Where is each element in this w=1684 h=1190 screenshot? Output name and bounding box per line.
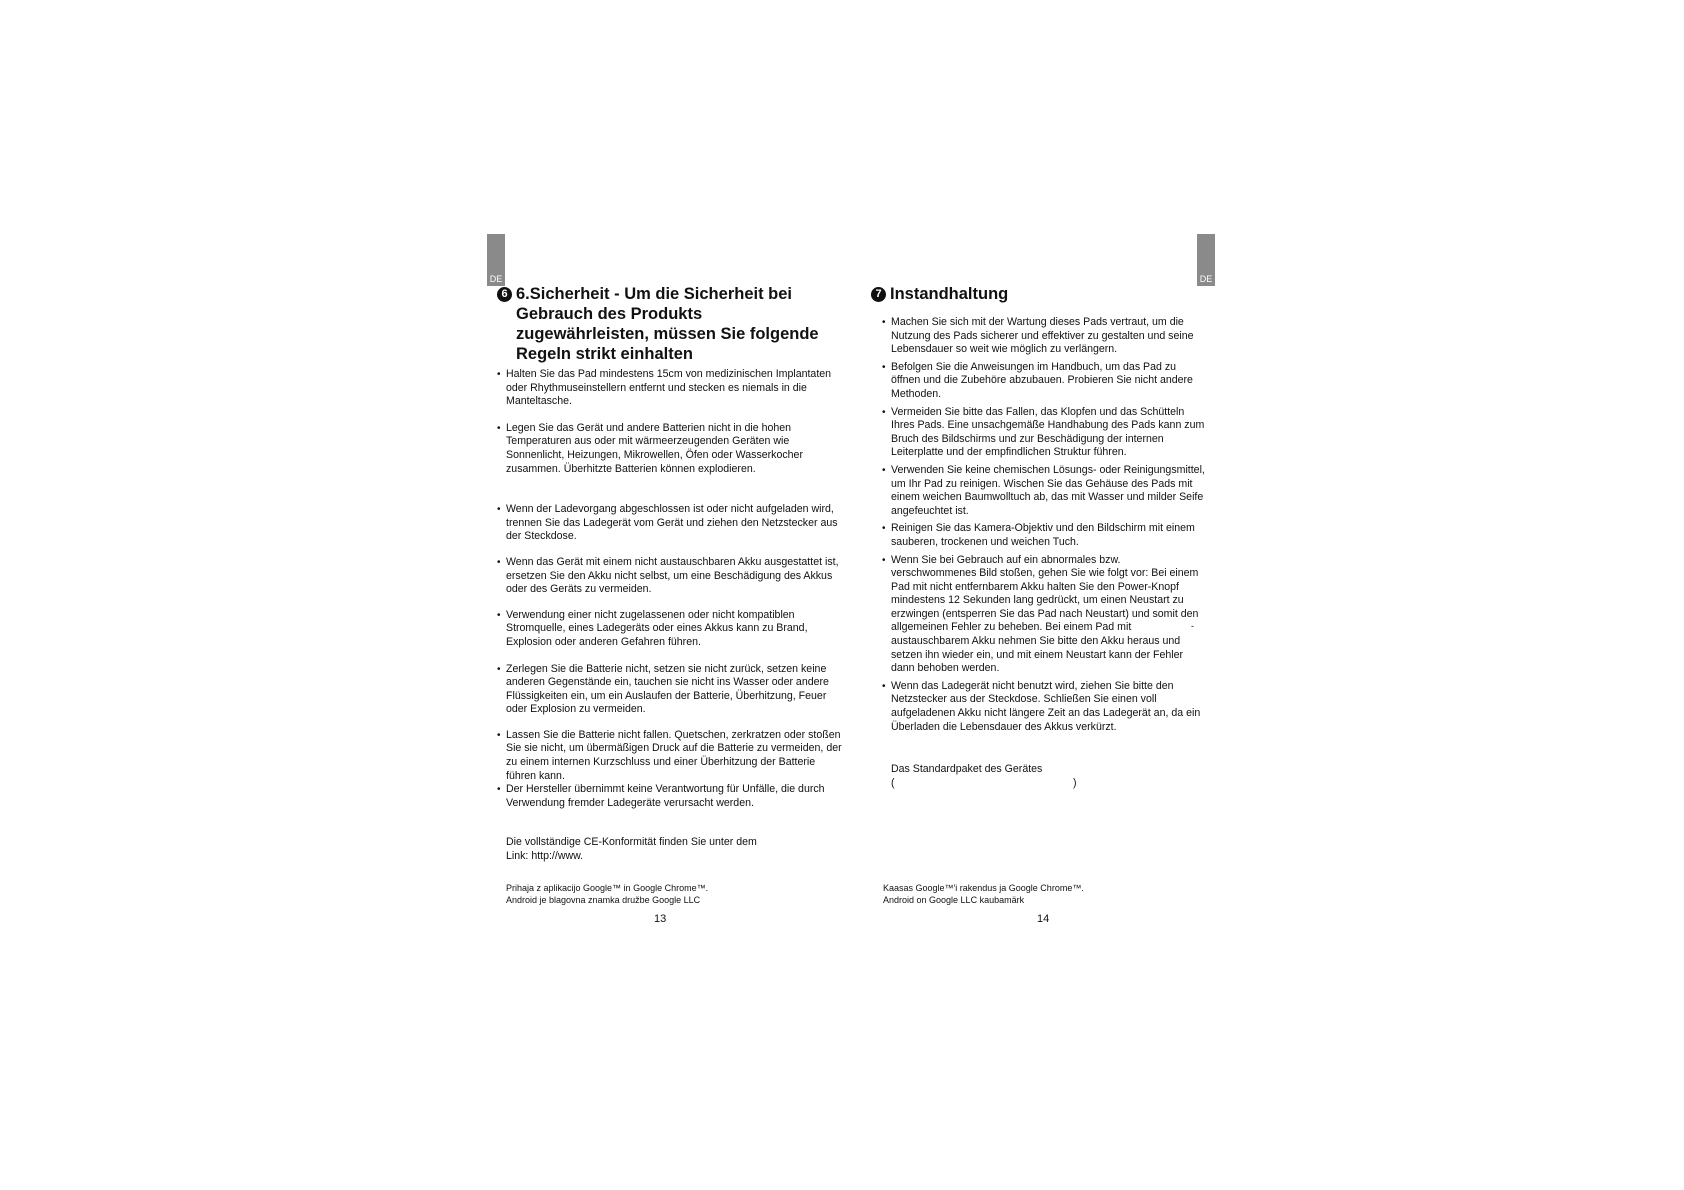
- list-item-text: Legen Sie das Gerät und andere Batterien nicht in die hohen Temperaturen aus oder mit wärmeerzeugenden Geräten wie Sonnenlicht, Heizungen, Mikrowellen, Öfen oder Wasserkocher zusammen. Überhitzte Batterien können explodieren.: [506, 421, 803, 475]
- bullet-icon: •: [497, 609, 501, 621]
- list-item-text: Halten Sie das Pad mindestens 15cm von medizinischen Implantaten oder Rhythmuseinstellern entfernt und stecken es niemals in die Manteltasche.: [506, 368, 832, 408]
- list-item: [882, 464, 1208, 518]
- page-14: [872, 284, 1208, 905]
- list-item: [497, 503, 842, 544]
- bullet-icon: •: [882, 361, 886, 373]
- list-item: [497, 729, 842, 783]
- safety-list: [497, 368, 842, 810]
- language-tab-right: [1197, 234, 1215, 286]
- page-number-right: 14: [1037, 913, 1050, 925]
- language-tab-label: DE: [489, 274, 503, 284]
- stray-dash-mark: -: [1191, 621, 1194, 631]
- trademark-note: [883, 882, 1084, 906]
- ce-conformity-note: [506, 836, 836, 863]
- section-number-badge: 6: [497, 287, 512, 302]
- list-item-text: Reinigen Sie das Kamera-Objektiv und den Bildschirm mit einem sauberen, trockenen und weichen Tuch.: [891, 522, 1195, 548]
- standard-package-label: Das Standardpaket des Gerätes: [891, 763, 1043, 775]
- list-item-text: Machen Sie sich mit der Wartung dieses Pads vertraut, um die Nutzung des Pads sicherer und effektiver zu gestalten und seine Lebensdauer so weit wie möglich zu verlängern.: [891, 316, 1194, 356]
- maintenance-list: [882, 316, 1208, 738]
- list-item-text: Der Hersteller übernimmt keine Verantwortung für Unfälle, die durch Verwendung fremder Ladegeräte verursacht werden.: [506, 783, 825, 809]
- language-tab-label: DE: [1199, 274, 1213, 284]
- trademark-line: Android on Google LLC kaubamärk: [883, 895, 1025, 905]
- page-number-left: 13: [654, 913, 667, 925]
- bullet-icon: •: [882, 317, 886, 328]
- list-item: [497, 422, 842, 476]
- list-item-text: Befolgen Sie die Anweisungen im Handbuch, um das Pad zu öffnen und die Zubehöre abzubauen. Probieren Sie nicht andere Methoden.: [891, 360, 1193, 400]
- bullet-icon: •: [882, 406, 886, 418]
- bullet-icon: •: [497, 556, 501, 568]
- bullet-icon: •: [497, 422, 501, 434]
- list-item-text: Verwendung einer nicht zugelassenen oder nicht kompatiblen Stromquelle, eines Ladegeräts oder eines Akkus kann zu Brand, Explosion oder anderen Gefahren führen.: [506, 608, 808, 648]
- page-13: [497, 284, 842, 905]
- list-item-text: Wenn Sie bei Gebrauch auf ein abnormales bzw. verschwommenes Bild stoßen, gehen Sie wie folgt vor: Bei einem Pad mit nicht entfernbarem Akku halten Sie den Power-Knopf mindestens 12 Sekunden lang gedrückt, um einen Neustart zu erzwingen (entsperren Sie das Pad nach Neustart) und somit den allgemeinen Fehler zu beheben. Bei einem Pad mit austauschbarem Akku nehmen Sie bitte den Akku heraus und setzen ihn wieder ein, und mit einem Neustart kann der Fehler dann behoben werden.: [891, 553, 1199, 675]
- standard-package-note: [891, 763, 1211, 790]
- open-parenthesis: (: [891, 776, 895, 789]
- list-item-text: Lassen Sie die Batterie nicht fallen. Quetschen, zerkratzen oder stoßen Sie sie nicht, um übermäßigen Druck auf die Batterie zu vermeiden, der zu einem internen Kurzschluss und einer Überhitzung der Batterie führen kann.: [506, 728, 842, 782]
- list-item: [882, 406, 1208, 460]
- bullet-icon: •: [497, 369, 501, 380]
- language-tab-left: [487, 234, 505, 286]
- list-item-text: Wenn das Gerät mit einem nicht austauschbaren Akku ausgestattet ist, ersetzen Sie den Akku nicht selbst, um eine Beschädigung des Akkus oder des Geräts zu vermeiden.: [506, 555, 839, 596]
- section-heading-safety: [497, 284, 837, 364]
- bullet-icon: •: [497, 504, 501, 516]
- trademark-note: [506, 882, 708, 906]
- trademark-line: Android je blagovna znamka družbe Google LLC: [506, 895, 701, 905]
- trademark-line: Kaasas Google™'i rakendus ja Google Chrome™.: [883, 883, 1084, 893]
- trademark-line: Prihaja z aplikacijo Google™ in Google Chrome™.: [506, 883, 709, 893]
- list-item-text: Verwenden Sie keine chemischen Lösungs- oder Reinigungsmittel, um Ihr Pad zu reinigen. Wischen Sie das Gehäuse des Pads mit einem weichen Baumwolltuch ab, das mit Wasser und milder Seife angefeuchtet ist.: [891, 463, 1205, 517]
- list-item: [882, 554, 1208, 676]
- bullet-icon: •: [497, 663, 501, 675]
- section-title: Instandhaltung: [890, 285, 1009, 303]
- ce-note-line: Die vollständige CE-Konformität finden Sie unter dem: [506, 836, 757, 848]
- list-item: [497, 609, 842, 650]
- section-number-badge: 7: [871, 287, 886, 302]
- section-title: 6.Sicherheit - Um die Sicherheit bei Gebrauch des Produkts zugewährleisten, müssen Sie folgende Regeln strikt einhalten: [516, 285, 819, 363]
- list-item: [882, 316, 1208, 357]
- bullet-icon: •: [882, 554, 886, 566]
- list-item: [497, 663, 842, 717]
- list-item: [882, 361, 1208, 402]
- bullet-icon: •: [882, 523, 886, 535]
- section-heading-maintenance: [871, 284, 1208, 304]
- list-item: [882, 522, 1208, 549]
- list-item: [497, 783, 842, 810]
- ce-link[interactable]: Link: http://www.: [506, 849, 584, 862]
- bullet-icon: •: [497, 784, 501, 796]
- list-item: [882, 680, 1208, 734]
- close-parenthesis: ): [1073, 777, 1077, 789]
- list-item: [497, 556, 842, 597]
- list-item: [497, 368, 842, 409]
- bullet-icon: •: [497, 729, 501, 741]
- list-item-text: Wenn das Ladegerät nicht benutzt wird, ziehen Sie bitte den Netzstecker aus der Steckdose. Schließen Sie einen voll aufgeladenen Akku nicht längere Zeit an das Ladegerät an, da ein Überladen die Lebensdauer des Akkus verkürzt.: [891, 679, 1201, 733]
- list-item-text: Wenn der Ladevorgang abgeschlossen ist oder nicht aufgeladen wird, trennen Sie das Ladegerät vom Gerät und ziehen den Netzstecker aus der Steckdose.: [506, 503, 838, 543]
- list-item-text: Vermeiden Sie bitte das Fallen, das Klopfen und das Schütteln Ihres Pads. Eine unsachgemäße Handhabung des Pads kann zum Bruch des Bildschirms und zur Beschädigung der internen Leiterplatte und der empfindlichen Struktur führen.: [891, 405, 1205, 459]
- bullet-icon: •: [882, 680, 886, 692]
- bullet-icon: •: [882, 464, 886, 476]
- list-item-text: Zerlegen Sie die Batterie nicht, setzen sie nicht zurück, setzen keine anderen Gegenstände ein, tauchen sie nicht ins Wasser oder andere Flüssigkeiten ein, um ein Auslaufen der Batterie, Überhitzung, Feuer oder Explosion zu vermeiden.: [506, 662, 829, 716]
